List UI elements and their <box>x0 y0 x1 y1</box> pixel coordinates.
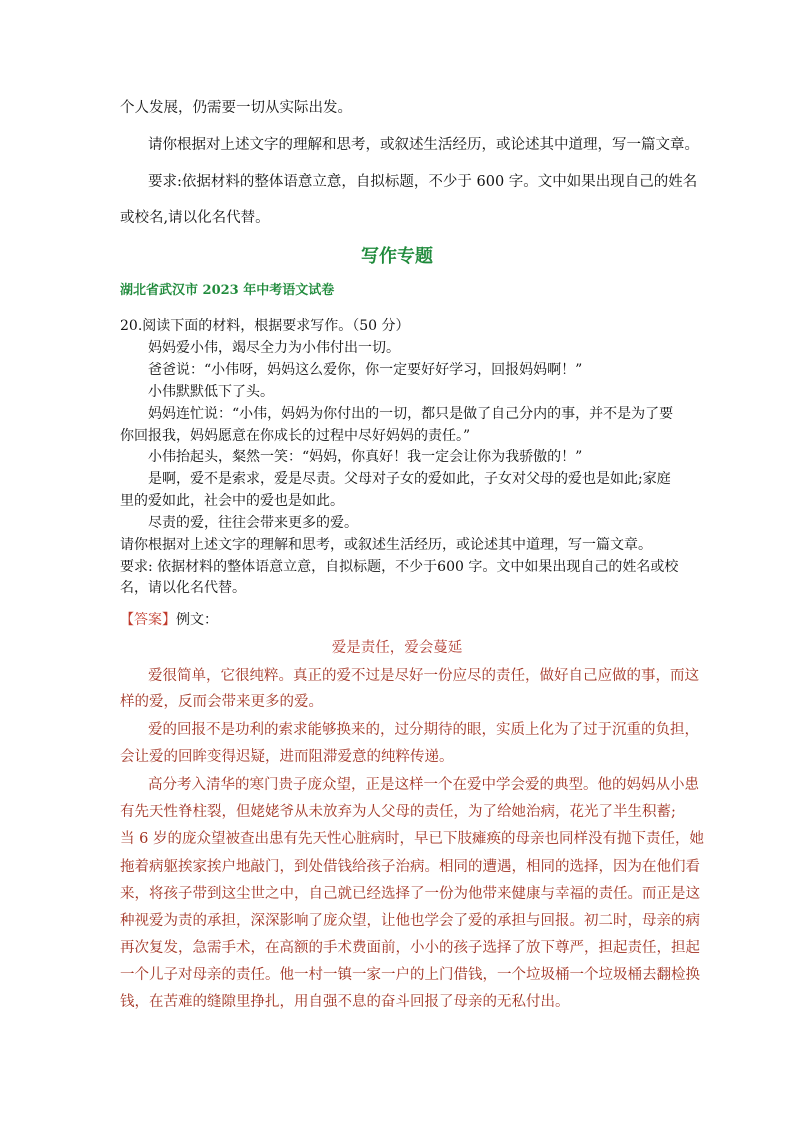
question-line: 是啊，爱不是索求，爱是尽责。父母对子女的爱如此，子女对父母的爱也是如此;家庭 <box>148 471 671 487</box>
example-label: 例文： <box>176 612 218 628</box>
question-line: 妈妈连忙说：“小伟，妈妈为你付出的一切，都只是做了自己分内的事，并不是为了要 <box>148 406 674 422</box>
essay-line: 爱很简单，它很纯粹。真正的爱不过是尽好一份应尽的责任，做好自己应做的事，而这 <box>148 668 699 684</box>
section-title: 写作专题 <box>361 246 433 267</box>
intro-line-4: 或校名,请以化名代替。 <box>120 210 270 226</box>
essay-line: 高分考入清华的寒门贵子庞众望，正是这样一个在爱中学会爱的典型。他的妈妈从小患 <box>148 777 699 793</box>
essay-line: 当 6 岁的庞众望被查出患有先天性心脏病时，早已下肢瘫痪的母亲也同样没有抛下责任，她 <box>120 831 704 847</box>
essay-line: 来，将孩子带到这尘世之中，自己就已经选择了一份为他带来健康与幸福的责任。而正是这 <box>120 886 700 902</box>
question-line: 妈妈爱小伟，竭尽全力为小伟付出一切。 <box>148 340 400 356</box>
essay-line: 会让爱的回眸变得迟疑，进而阻滞爱意的纯粹传递。 <box>120 749 454 765</box>
essay-line: 钱，在苦难的缝隙里挣扎，用自强不息的奋斗回报了母亲的无私付出。 <box>120 994 570 1010</box>
question-line: 爸爸说：“小伟呀，妈妈这么爱你，你一定要好好学习，回报妈妈啊！” <box>148 362 583 378</box>
essay-line: 样的爱，反而会带来更多的爱。 <box>120 694 323 710</box>
essay-line: 一个儿子对母亲的责任。他一村一镇一家一户的上门借钱，一个垃圾桶一个垃圾桶去翻检换 <box>120 967 700 983</box>
intro-line-3: 要求:依据材料的整体语意立意，自拟标题，不少于 600 字。文中如果出现自己的姓名 <box>148 174 698 190</box>
essay-title: 爱是责任，爱会蔓延 <box>331 640 463 656</box>
intro-line-2: 请你根据对上述文字的理解和思考，或叙述生活经历，或论述其中道理，写一篇文章。 <box>148 137 699 153</box>
question-line: 你回报我，妈妈愿意在你成长的过程中尽好妈妈的责任。” <box>120 428 471 444</box>
question-line: 小伟抬起头，粲然一笑：“妈妈，你真好！我一定会让你为我骄傲的！” <box>148 449 583 465</box>
question-line: 名，请以化名代替。 <box>120 580 246 596</box>
essay-line: 拖着病躯挨家挨户地敲门，到处借钱给孩子治病。相同的遭遇，相同的选择，因为在他们看 <box>120 859 700 875</box>
essay-line: 种视爱为责的承担，深深影响了庞众望，让他也学会了爱的承担与回报。初二时，母亲的病 <box>120 913 700 929</box>
question-line: 尽责的爱，往往会带来更多的爱。 <box>148 515 358 531</box>
essay-line: 有先天性脊柱裂，但姥姥爷从未放弃为人父母的责任，为了给她治病，花光了半生积蓄; <box>120 804 676 820</box>
question-line: 里的爱如此，社会中的爱也是如此。 <box>120 493 344 509</box>
essay-line: 再次复发，急需手术，在高额的手术费面前，小小的孩子选择了放下尊严，担起责任，担起 <box>120 940 700 956</box>
answer-tag: 【答案】 <box>120 612 176 628</box>
answer-label <box>120 609 218 629</box>
question-line: 要求: 依据材料的整体语意立意，自拟标题，不少于600 字。文中如果出现自己的姓名或校 <box>120 559 679 575</box>
question-line: 小伟默默低下了头。 <box>148 384 274 400</box>
essay-line: 爱的回报不是功利的索求能够换来的，过分期待的眼，实质上化为了过于沉重的负担， <box>148 722 699 738</box>
question-heading: 20.阅读下面的材料，根据要求写作。（50 分） <box>120 318 410 334</box>
exam-source: 湖北省武汉市 2023 年中考语文试卷 <box>120 283 335 298</box>
intro-line-1: 个人发展，仍需要一切从实际出发。 <box>120 100 352 116</box>
question-line: 请你根据对上述文字的理解和思考，或叙述生活经历，或论述其中道理，写一篇文章。 <box>120 537 652 553</box>
